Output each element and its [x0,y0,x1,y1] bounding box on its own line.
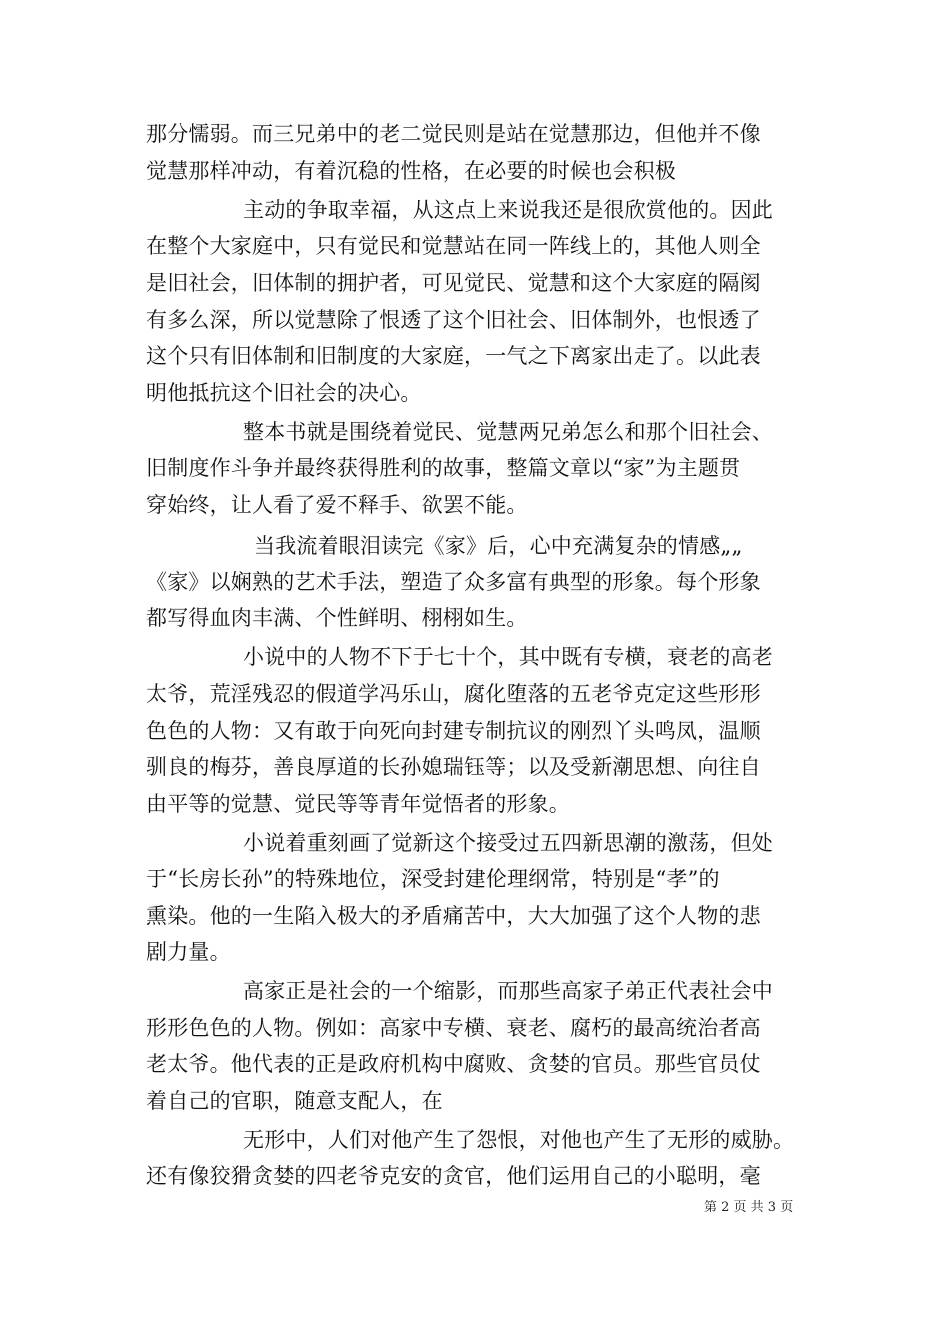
text-line: 老太爷。他代表的正是政府机构中腐败、贪婪的官员。那些官员仗 [146,1052,761,1076]
page-indicator: 第 2 页 共 3 页 [704,1200,794,1215]
text-line: 熏染。他的一生陷入极大的矛盾痛苦中，大大加强了这个人物的悲 [146,904,761,928]
text-line: 还有像狡猾贪婪的四老爷克安的贪官，他们运用自己的小聪明，毫 [146,1164,761,1188]
text-line: 形形色色的人物。例如：高家中专横、衰老、腐朽的最高统治者高 [146,1016,761,1040]
text-line: 穿始终，让人看了爱不释手、欲罢不能。 [146,493,528,517]
text-line: 明他抵抗这个旧社会的决心。 [146,381,422,405]
text-line: 是旧社会，旧体制的拥护者，可见觉民、觉慧和这个大家庭的隔阂 [146,271,761,295]
text-line: 剧力量。 [146,940,231,964]
text-line: 当我流着眼泪读完《家》后，心中充满复杂的情感„„ [254,534,743,558]
text-line: 太爷，荒淫残忍的假道学冯乐山，腐化堕落的五老爷克定这些形形 [146,682,761,706]
text-line: 整本书就是围绕着觉民、觉慧两兄弟怎么和那个旧社会、 [243,420,773,444]
text-line: 于“长房长孙”的特殊地位，深受封建伦理纲常，特别是“孝”的 [146,867,720,891]
text-line: 都写得血肉丰满、个性鲜明、栩栩如生。 [146,606,528,630]
text-line: 驯良的梅芬，善良厚道的长孙媳瑞钰等；以及受新潮思想、向往自 [146,755,761,779]
text-line: 由平等的觉慧、觉民等等青年觉悟者的形象。 [146,792,570,816]
text-line: 这个只有旧体制和旧制度的大家庭，一气之下离家出走了。以此表 [146,344,761,368]
text-line: 色色的人物：又有敢于向死向封建专制抗议的刚烈丫头鸣凤，温顺 [146,719,761,743]
text-line: 有多么深，所以觉慧除了恨透了这个旧社会、旧体制外，也恨透了 [146,308,761,332]
text-line: 着自己的官职，随意支配人，在 [146,1089,443,1113]
text-line: 旧制度作斗争并最终获得胜利的故事，整篇文章以“家”为主题贯 [146,456,741,480]
text-line: 高家正是社会的一个缩影，而那些高家子弟正代表社会中 [243,979,773,1003]
text-line: 《家》以娴熟的艺术手法，塑造了众多富有典型的形象。每个形象 [146,570,761,594]
text-line: 主动的争取幸福，从这点上来说我还是很欣赏他的。因此 [243,198,773,222]
text-line: 在整个大家庭中，只有觉民和觉慧站在同一阵线上的，其他人则全 [146,234,761,258]
text-line: 小说着重刻画了觉新这个接受过五四新思潮的激荡，但处 [243,831,773,855]
text-line: 小说中的人物不下于七十个，其中既有专横，衰老的高老 [243,645,773,669]
text-line: 那分懦弱。而三兄弟中的老二觉民则是站在觉慧那边，但他并不像 [146,122,761,146]
text-line: 觉慧那样冲动，有着沉稳的性格，在必要的时候也会积极 [146,159,676,183]
text-line: 无形中，人们对他产生了怨恨，对他也产生了无形的威胁。 [243,1128,795,1152]
